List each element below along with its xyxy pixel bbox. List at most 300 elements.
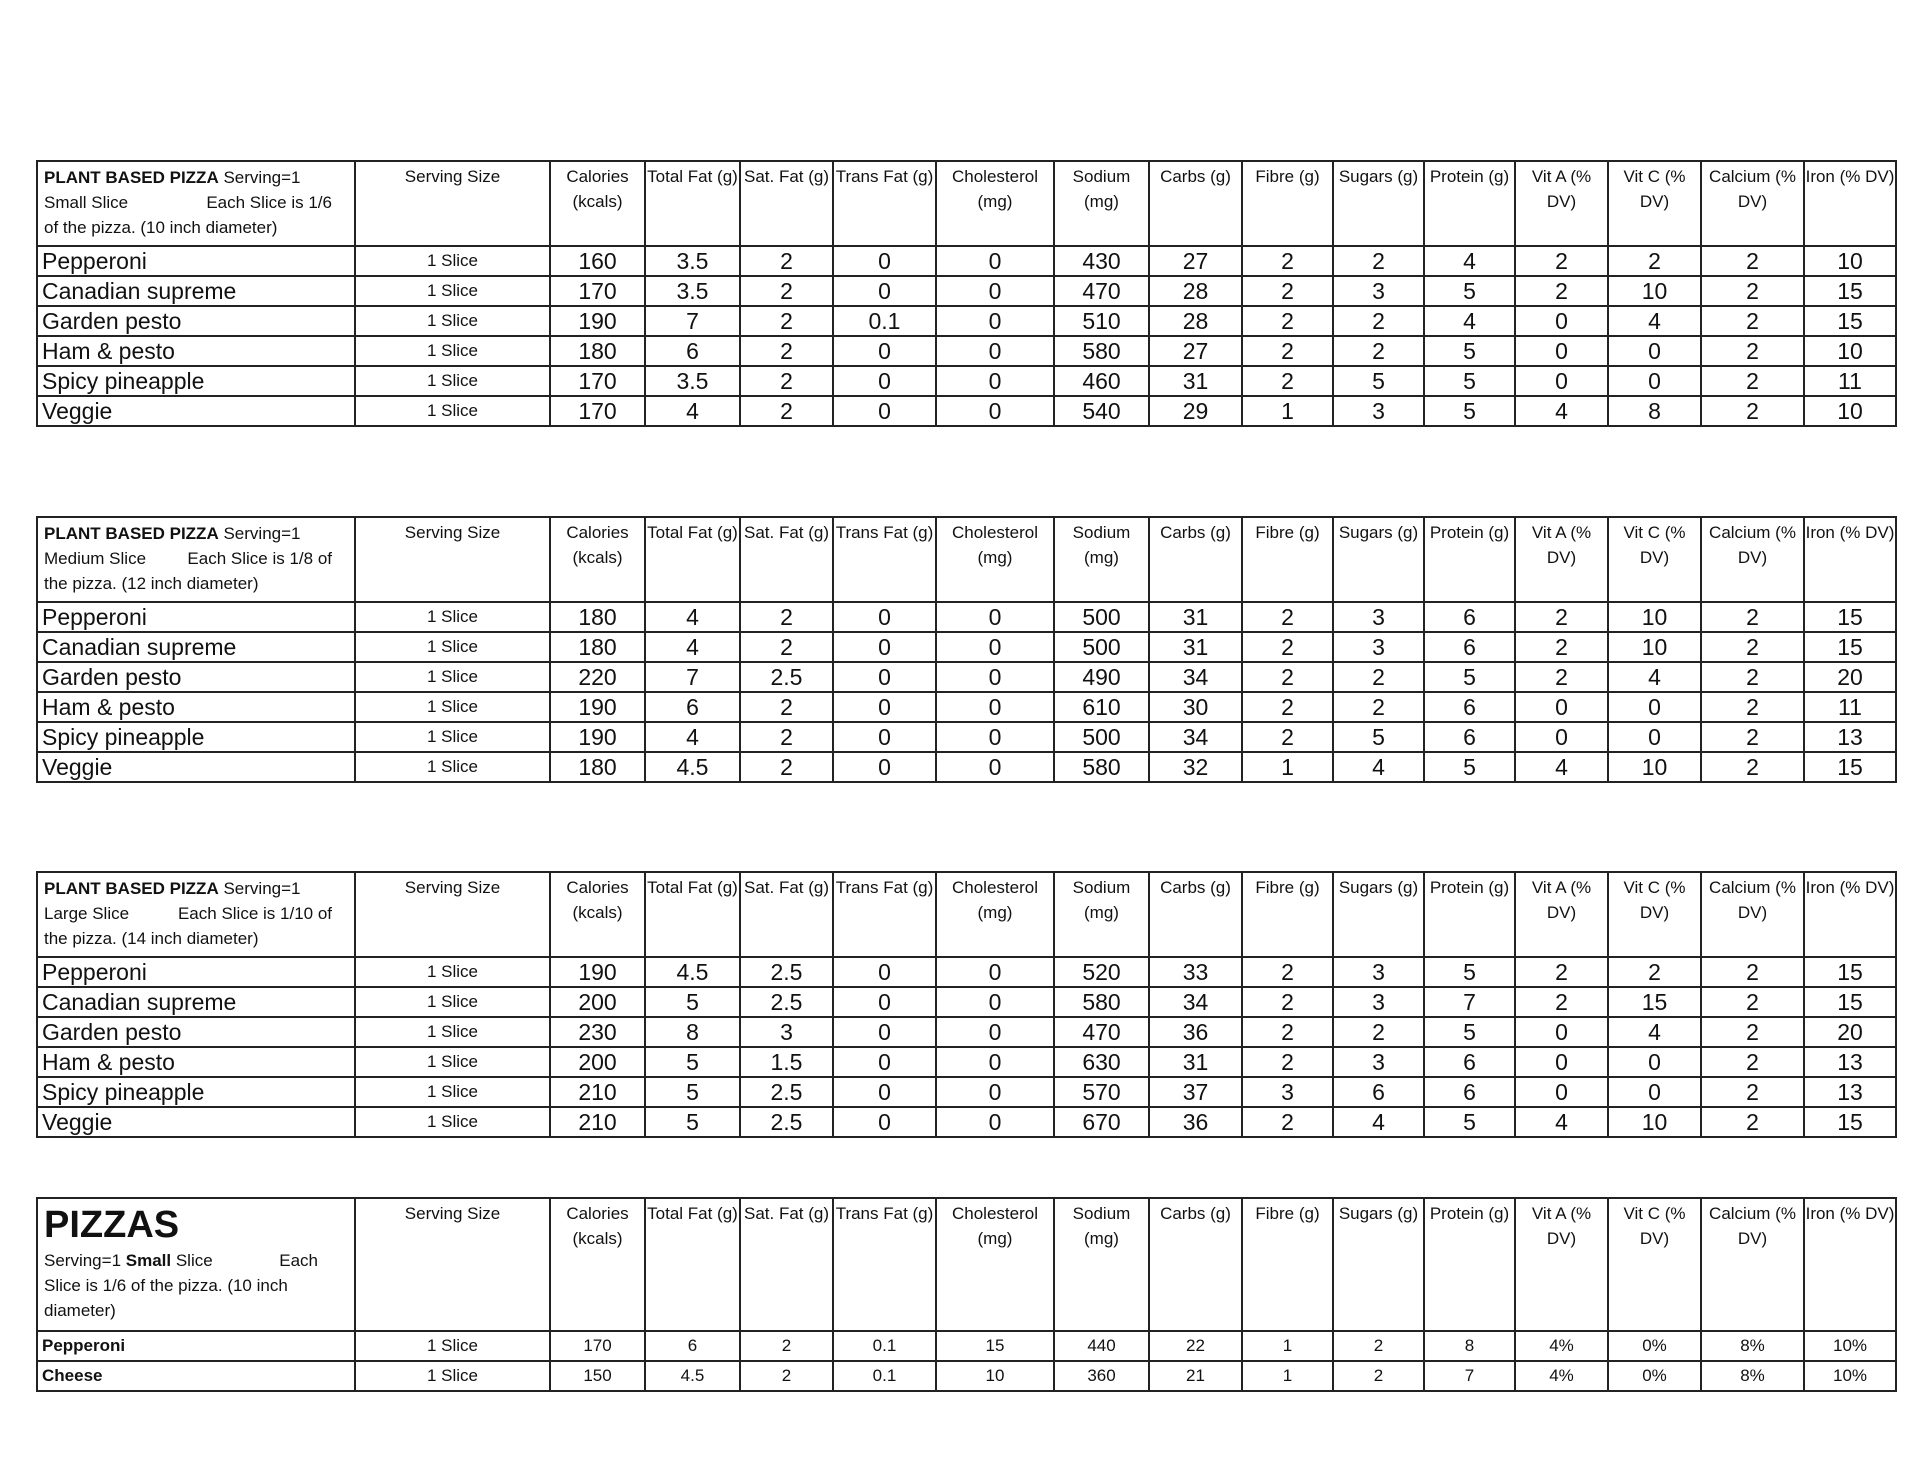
item-name: Garden pesto [37, 306, 355, 336]
table-title-cell [37, 161, 355, 246]
chol-value: 0 [936, 632, 1054, 662]
header-row [37, 872, 1896, 957]
sod-value: 580 [1054, 336, 1149, 366]
sat-value: 2 [740, 692, 833, 722]
cal-value: 150 [550, 1361, 645, 1391]
table-title-cell [37, 517, 355, 602]
sod-value: 630 [1054, 1047, 1149, 1077]
vita-value: 0 [1515, 1047, 1608, 1077]
cal-value: 220 [550, 662, 645, 692]
fib-value: 2 [1242, 276, 1333, 306]
item-name: Cheese [37, 1361, 355, 1391]
column-header-serving: Serving Size [355, 872, 550, 957]
column-header-pro: Protein (g) [1424, 872, 1515, 957]
item-name: Canadian supreme [37, 276, 355, 306]
calc-value: 2 [1701, 957, 1804, 987]
trans-value: 0 [833, 722, 936, 752]
iron-value: 15 [1804, 987, 1896, 1017]
plant-based-nutrition-table [36, 516, 1897, 783]
column-header-vitc: Vit C (% DV) [1608, 872, 1701, 957]
vita-value: 0 [1515, 692, 1608, 722]
column-header-serving: Serving Size [355, 161, 550, 246]
vitc-value: 10 [1608, 276, 1701, 306]
sod-value: 520 [1054, 957, 1149, 987]
sug-value: 2 [1333, 662, 1424, 692]
calc-value: 2 [1701, 602, 1804, 632]
column-header-calc: Calcium (% DV) [1701, 517, 1804, 602]
column-header-sat: Sat. Fat (g) [740, 517, 833, 602]
column-header-sod: Sodium (mg) [1054, 1198, 1149, 1331]
column-header-sod: Sodium (mg) [1054, 872, 1149, 957]
iron-value: 15 [1804, 1107, 1896, 1137]
vita-value: 0 [1515, 722, 1608, 752]
table-row [37, 957, 1896, 987]
cal-value: 200 [550, 1047, 645, 1077]
serving-size-bold: Small [125, 1251, 172, 1270]
column-header-chol: Cholesterol (mg) [936, 517, 1054, 602]
title-line: of the pizza. (10 inch diameter) [44, 218, 278, 237]
column-header-vita: Vit A (% DV) [1515, 1198, 1608, 1331]
column-header-vitc: Vit C (% DV) [1608, 517, 1701, 602]
column-header-fat: Total Fat (g) [645, 517, 740, 602]
title-line [44, 521, 348, 546]
fib-value: 2 [1242, 987, 1333, 1017]
table-row [37, 692, 1896, 722]
vita-value: 0 [1515, 336, 1608, 366]
chol-value: 0 [936, 336, 1054, 366]
cal-value: 180 [550, 602, 645, 632]
fib-value: 1 [1242, 1361, 1333, 1391]
pro-value: 5 [1424, 752, 1515, 782]
title-serving: Serving=1 [218, 879, 301, 898]
iron-value: 20 [1804, 1017, 1896, 1047]
pro-value: 6 [1424, 602, 1515, 632]
title-serving: Serving=1 [218, 168, 301, 187]
plant-based-nutrition-table [36, 871, 1897, 1138]
iron-value: 11 [1804, 366, 1896, 396]
vitc-value: 0 [1608, 1077, 1701, 1107]
serving-size: 1 Slice [355, 1077, 550, 1107]
calc-value: 2 [1701, 276, 1804, 306]
serving-size: 1 Slice [355, 396, 550, 426]
slice-fraction: Each Slice is 1/8 of [187, 549, 332, 568]
column-header-sug: Sugars (g) [1333, 1198, 1424, 1331]
header-row [37, 517, 1896, 602]
serving-text [44, 1248, 213, 1273]
carb-value: 28 [1149, 276, 1242, 306]
vitc-value: 10 [1608, 632, 1701, 662]
chol-value: 10 [936, 1361, 1054, 1391]
sug-value: 5 [1333, 722, 1424, 752]
vitc-value: 0 [1608, 722, 1701, 752]
table-row [37, 366, 1896, 396]
table-row [37, 276, 1896, 306]
vitc-value: 0 [1608, 692, 1701, 722]
vita-value: 4% [1515, 1331, 1608, 1361]
cal-value: 230 [550, 1017, 645, 1047]
carb-value: 33 [1149, 957, 1242, 987]
pro-value: 5 [1424, 396, 1515, 426]
table-row [37, 246, 1896, 276]
vitc-value: 0 [1608, 1047, 1701, 1077]
trans-value: 0 [833, 246, 936, 276]
sug-value: 3 [1333, 632, 1424, 662]
iron-value: 15 [1804, 306, 1896, 336]
serving-suffix: Slice [171, 1251, 213, 1270]
item-name: Ham & pesto [37, 1047, 355, 1077]
serving-size: 1 Slice [355, 662, 550, 692]
carb-value: 34 [1149, 662, 1242, 692]
serving-size: 1 Slice [355, 957, 550, 987]
iron-value: 15 [1804, 276, 1896, 306]
serving-size: 1 Slice [355, 1331, 550, 1361]
fib-value: 2 [1242, 336, 1333, 366]
sod-value: 360 [1054, 1361, 1149, 1391]
chol-value: 15 [936, 1331, 1054, 1361]
chol-value: 0 [936, 752, 1054, 782]
trans-value: 0 [833, 602, 936, 632]
serving-size: 1 Slice [355, 722, 550, 752]
serving-size: 1 Slice [355, 1047, 550, 1077]
chol-value: 0 [936, 602, 1054, 632]
fat-value: 3.5 [645, 276, 740, 306]
sat-value: 2.5 [740, 1077, 833, 1107]
carb-value: 27 [1149, 336, 1242, 366]
fib-value: 2 [1242, 692, 1333, 722]
title-line [44, 901, 348, 926]
fib-value: 2 [1242, 366, 1333, 396]
serving-size: 1 Slice [355, 306, 550, 336]
cal-value: 180 [550, 752, 645, 782]
sug-value: 2 [1333, 1017, 1424, 1047]
cal-value: 210 [550, 1077, 645, 1107]
trans-value: 0 [833, 396, 936, 426]
pro-value: 7 [1424, 987, 1515, 1017]
sat-value: 1.5 [740, 1047, 833, 1077]
fat-value: 5 [645, 1047, 740, 1077]
calc-value: 2 [1701, 246, 1804, 276]
sod-value: 430 [1054, 246, 1149, 276]
cal-value: 190 [550, 722, 645, 752]
serving-size: 1 Slice [355, 632, 550, 662]
chol-value: 0 [936, 246, 1054, 276]
fib-value: 1 [1242, 752, 1333, 782]
sat-value: 3 [740, 1017, 833, 1047]
slice-size: Medium Slice [44, 549, 147, 568]
trans-value: 0 [833, 692, 936, 722]
column-header-iron: Iron (% DV) [1804, 517, 1896, 602]
column-header-sug: Sugars (g) [1333, 872, 1424, 957]
vitc-value: 2 [1608, 246, 1701, 276]
vitc-value: 2 [1608, 957, 1701, 987]
column-header-vita: Vit A (% DV) [1515, 872, 1608, 957]
column-header-fib: Fibre (g) [1242, 517, 1333, 602]
sod-value: 670 [1054, 1107, 1149, 1137]
chol-value: 0 [936, 306, 1054, 336]
cal-value: 170 [550, 396, 645, 426]
plant-based-nutrition-table [36, 160, 1897, 427]
serving-size: 1 Slice [355, 1107, 550, 1137]
pro-value: 4 [1424, 246, 1515, 276]
vita-value: 2 [1515, 276, 1608, 306]
fib-value: 2 [1242, 632, 1333, 662]
sat-value: 2 [740, 366, 833, 396]
carb-value: 34 [1149, 722, 1242, 752]
title-line [44, 1248, 348, 1273]
vitc-value: 10 [1608, 1107, 1701, 1137]
column-header-sug: Sugars (g) [1333, 517, 1424, 602]
sug-value: 2 [1333, 1331, 1424, 1361]
calc-value: 2 [1701, 752, 1804, 782]
iron-value: 15 [1804, 752, 1896, 782]
column-header-vitc: Vit C (% DV) [1608, 161, 1701, 246]
fib-value: 1 [1242, 396, 1333, 426]
item-name: Pepperoni [37, 602, 355, 632]
trans-value: 0.1 [833, 1361, 936, 1391]
vitc-value: 15 [1608, 987, 1701, 1017]
calc-value: 8% [1701, 1361, 1804, 1391]
iron-value: 13 [1804, 1047, 1896, 1077]
title-line: the pizza. (14 inch diameter) [44, 929, 259, 948]
column-header-pro: Protein (g) [1424, 1198, 1515, 1331]
fat-value: 7 [645, 662, 740, 692]
column-header-fib: Fibre (g) [1242, 1198, 1333, 1331]
cal-value: 180 [550, 632, 645, 662]
iron-value: 10 [1804, 246, 1896, 276]
calc-value: 8% [1701, 1331, 1804, 1361]
fat-value: 5 [645, 1077, 740, 1107]
table-row [37, 306, 1896, 336]
pro-value: 8 [1424, 1331, 1515, 1361]
sod-value: 580 [1054, 987, 1149, 1017]
cal-value: 210 [550, 1107, 645, 1137]
vitc-value: 0% [1608, 1361, 1701, 1391]
fib-value: 2 [1242, 662, 1333, 692]
slice-size: Large Slice [44, 904, 130, 923]
pro-value: 4 [1424, 306, 1515, 336]
iron-value: 10 [1804, 396, 1896, 426]
column-header-fat: Total Fat (g) [645, 1198, 740, 1331]
column-header-cal: Calories (kcals) [550, 1198, 645, 1331]
chol-value: 0 [936, 987, 1054, 1017]
sat-value: 2 [740, 246, 833, 276]
item-name: Spicy pineapple [37, 366, 355, 396]
vitc-value: 0 [1608, 366, 1701, 396]
trans-value: 0 [833, 957, 936, 987]
fat-value: 4 [645, 602, 740, 632]
vitc-value: 4 [1608, 306, 1701, 336]
trans-value: 0 [833, 1077, 936, 1107]
sug-value: 6 [1333, 1077, 1424, 1107]
fat-value: 4 [645, 722, 740, 752]
iron-value: 10% [1804, 1361, 1896, 1391]
column-header-serving: Serving Size [355, 517, 550, 602]
column-header-chol: Cholesterol (mg) [936, 161, 1054, 246]
serving-size: 1 Slice [355, 752, 550, 782]
pizzas-title: PIZZAS [44, 1204, 180, 1246]
table-row [37, 602, 1896, 632]
serving-each: Each [279, 1251, 318, 1270]
iron-value: 11 [1804, 692, 1896, 722]
sug-value: 2 [1333, 1361, 1424, 1391]
serving-size: 1 Slice [355, 366, 550, 396]
vita-value: 2 [1515, 957, 1608, 987]
column-header-chol: Cholesterol (mg) [936, 872, 1054, 957]
item-name: Spicy pineapple [37, 1077, 355, 1107]
sod-value: 440 [1054, 1331, 1149, 1361]
carb-value: 29 [1149, 396, 1242, 426]
fat-value: 5 [645, 1107, 740, 1137]
serving-size: 1 Slice [355, 246, 550, 276]
pro-value: 6 [1424, 1047, 1515, 1077]
carb-value: 27 [1149, 246, 1242, 276]
vita-value: 4 [1515, 752, 1608, 782]
sug-value: 3 [1333, 987, 1424, 1017]
iron-value: 13 [1804, 1077, 1896, 1107]
fat-value: 6 [645, 1331, 740, 1361]
fib-value: 2 [1242, 1047, 1333, 1077]
vitc-value: 4 [1608, 662, 1701, 692]
slice-fraction: Each Slice is 1/10 of [177, 904, 332, 923]
trans-value: 0 [833, 662, 936, 692]
sod-value: 500 [1054, 602, 1149, 632]
column-header-sat: Sat. Fat (g) [740, 1198, 833, 1331]
column-header-chol: Cholesterol (mg) [936, 1198, 1054, 1331]
cal-value: 200 [550, 987, 645, 1017]
vita-value: 2 [1515, 632, 1608, 662]
cal-value: 190 [550, 692, 645, 722]
pro-value: 7 [1424, 1361, 1515, 1391]
column-header-sod: Sodium (mg) [1054, 517, 1149, 602]
vita-value: 2 [1515, 602, 1608, 632]
calc-value: 2 [1701, 692, 1804, 722]
column-header-fat: Total Fat (g) [645, 872, 740, 957]
item-name: Veggie [37, 1107, 355, 1137]
iron-value: 13 [1804, 722, 1896, 752]
header-row [37, 1198, 1896, 1331]
column-header-sat: Sat. Fat (g) [740, 161, 833, 246]
sug-value: 4 [1333, 752, 1424, 782]
sod-value: 500 [1054, 722, 1149, 752]
title-line [44, 165, 348, 190]
chol-value: 0 [936, 722, 1054, 752]
chol-value: 0 [936, 1047, 1054, 1077]
carb-value: 31 [1149, 602, 1242, 632]
fib-value: 3 [1242, 1077, 1333, 1107]
item-name: Garden pesto [37, 1017, 355, 1047]
serving-prefix: Serving=1 [44, 1251, 126, 1270]
chol-value: 0 [936, 276, 1054, 306]
fat-value: 6 [645, 336, 740, 366]
column-header-calc: Calcium (% DV) [1701, 872, 1804, 957]
fat-value: 8 [645, 1017, 740, 1047]
chol-value: 0 [936, 1107, 1054, 1137]
column-header-serving: Serving Size [355, 1198, 550, 1331]
trans-value: 0.1 [833, 306, 936, 336]
pro-value: 5 [1424, 662, 1515, 692]
serving-size: 1 Slice [355, 987, 550, 1017]
vitc-value: 0 [1608, 336, 1701, 366]
vita-value: 4% [1515, 1361, 1608, 1391]
iron-value: 10% [1804, 1331, 1896, 1361]
chol-value: 0 [936, 1077, 1054, 1107]
iron-value: 15 [1804, 632, 1896, 662]
sug-value: 3 [1333, 957, 1424, 987]
carb-value: 28 [1149, 306, 1242, 336]
item-name: Canadian supreme [37, 632, 355, 662]
sat-value: 2.5 [740, 662, 833, 692]
column-header-cal: Calories (kcals) [550, 872, 645, 957]
sat-value: 2 [740, 722, 833, 752]
pro-value: 5 [1424, 336, 1515, 366]
vitc-value: 0% [1608, 1331, 1701, 1361]
carb-value: 36 [1149, 1017, 1242, 1047]
column-header-trans: Trans Fat (g) [833, 161, 936, 246]
calc-value: 2 [1701, 632, 1804, 662]
chol-value: 0 [936, 396, 1054, 426]
iron-value: 15 [1804, 602, 1896, 632]
table-row [37, 752, 1896, 782]
calc-value: 2 [1701, 1077, 1804, 1107]
sug-value: 5 [1333, 366, 1424, 396]
chol-value: 0 [936, 957, 1054, 987]
slice-size: Small Slice [44, 193, 129, 212]
column-header-fib: Fibre (g) [1242, 872, 1333, 957]
calc-value: 2 [1701, 366, 1804, 396]
title-line [44, 876, 348, 901]
sod-value: 570 [1054, 1077, 1149, 1107]
trans-value: 0 [833, 987, 936, 1017]
sod-value: 510 [1054, 306, 1149, 336]
calc-value: 2 [1701, 306, 1804, 336]
iron-value: 10 [1804, 336, 1896, 366]
column-header-sat: Sat. Fat (g) [740, 872, 833, 957]
title-line [44, 190, 348, 215]
sod-value: 490 [1054, 662, 1149, 692]
calc-value: 2 [1701, 396, 1804, 426]
serving-size: 1 Slice [355, 276, 550, 306]
carb-value: 36 [1149, 1107, 1242, 1137]
calc-value: 2 [1701, 336, 1804, 366]
title-bold: PLANT BASED PIZZA [44, 524, 219, 543]
title-bold: PLANT BASED PIZZA [44, 879, 219, 898]
column-header-sod: Sodium (mg) [1054, 161, 1149, 246]
sug-value: 2 [1333, 336, 1424, 366]
cal-value: 190 [550, 306, 645, 336]
vita-value: 0 [1515, 366, 1608, 396]
cal-value: 170 [550, 276, 645, 306]
vita-value: 2 [1515, 987, 1608, 1017]
table-row [37, 1077, 1896, 1107]
title-line: diameter) [44, 1301, 116, 1320]
column-header-calc: Calcium (% DV) [1701, 1198, 1804, 1331]
fat-value: 7 [645, 306, 740, 336]
pro-value: 6 [1424, 722, 1515, 752]
column-header-fib: Fibre (g) [1242, 161, 1333, 246]
column-header-carb: Carbs (g) [1149, 872, 1242, 957]
sat-value: 2 [740, 1331, 833, 1361]
column-header-fat: Total Fat (g) [645, 161, 740, 246]
serving-size: 1 Slice [355, 1361, 550, 1391]
chol-value: 0 [936, 1017, 1054, 1047]
column-header-sug: Sugars (g) [1333, 161, 1424, 246]
sat-value: 2.5 [740, 1107, 833, 1137]
vitc-value: 4 [1608, 1017, 1701, 1047]
fib-value: 2 [1242, 957, 1333, 987]
sat-value: 2.5 [740, 957, 833, 987]
fat-value: 5 [645, 987, 740, 1017]
trans-value: 0 [833, 752, 936, 782]
